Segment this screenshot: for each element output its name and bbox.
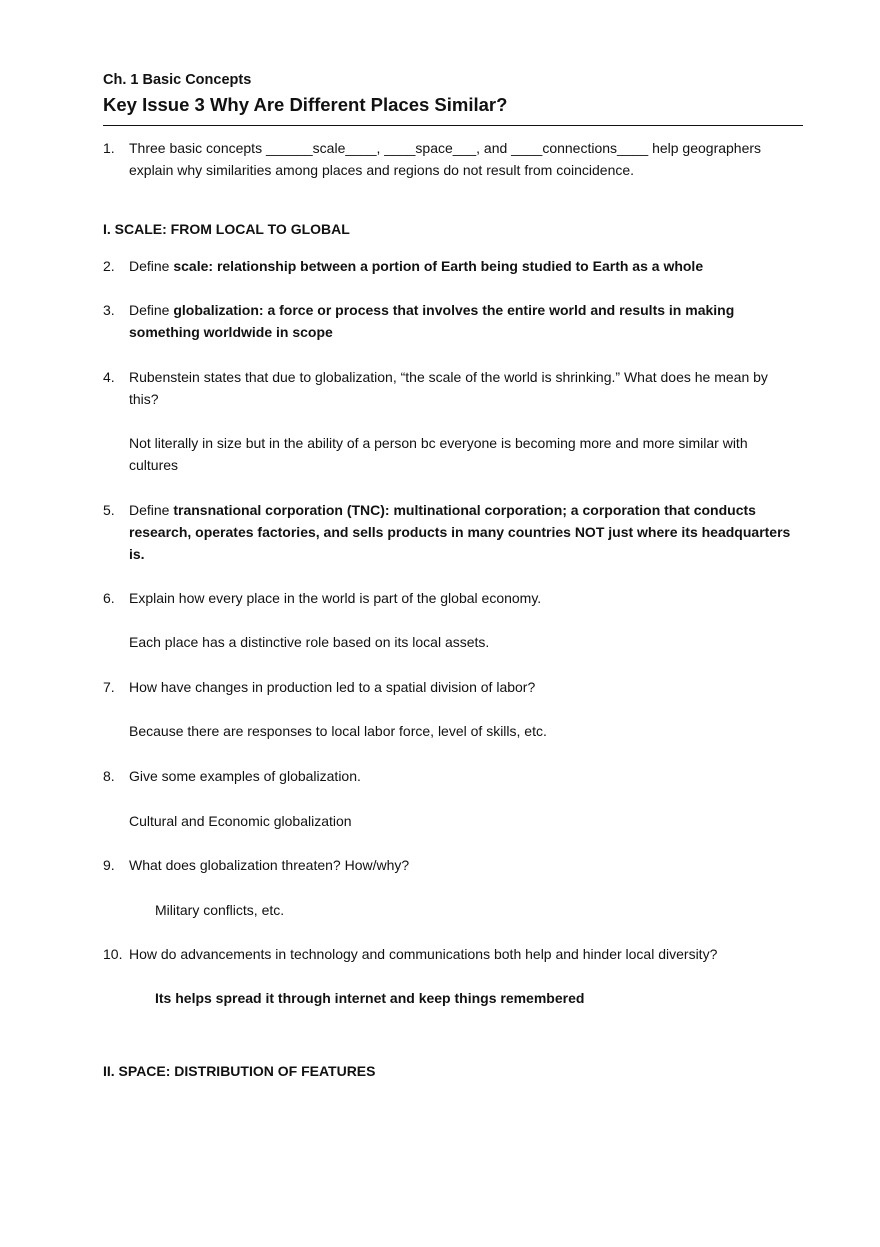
question-number: 3. xyxy=(103,302,115,318)
definition-answer: transnational corporation (TNC): multinational corporation; a corporation that conducts research, operates factories, and sells products in many countries NOT just where its headquarters is. xyxy=(129,502,791,562)
question-text: How do advancements in technology and communications both help and hinder local diversity? xyxy=(129,946,718,962)
section-heading-space: II. SPACE: DISTRIBUTION OF FEATURES xyxy=(103,1063,376,1079)
question-7 xyxy=(103,676,793,698)
answer-8: Cultural and Economic globalization xyxy=(129,813,352,829)
question-text xyxy=(129,499,793,565)
chapter-heading: Ch. 1 Basic Concepts xyxy=(103,72,252,88)
question-8 xyxy=(103,765,793,787)
question-3 xyxy=(103,299,793,343)
question-number: 10. xyxy=(103,946,123,962)
question-9 xyxy=(103,854,793,876)
definition-answer: globalization: a force or process that involves the entire world and results in making something worldwide in scope xyxy=(129,302,735,340)
answer-4: Not literally in size but in the ability of a person bc everyone is becoming more and more similar with cultures xyxy=(129,435,748,473)
question-10 xyxy=(103,943,793,965)
question-number: 1. xyxy=(103,140,115,156)
question-number: 8. xyxy=(103,768,115,784)
question-text: Three basic concepts ______scale____, ____space___, and ____connections____ help geographers explain why similarities among places and regions do not result from coincidence. xyxy=(129,140,762,178)
question-text: What does globalization threaten? How/why? xyxy=(129,857,410,873)
question-6 xyxy=(103,587,793,609)
question-4 xyxy=(103,366,793,410)
question-text: How have changes in production led to a spatial division of labor? xyxy=(129,679,536,695)
question-text xyxy=(129,255,793,277)
question-5 xyxy=(103,499,793,565)
question-2 xyxy=(103,255,793,277)
page-title: Key Issue 3 Why Are Different Places Similar? xyxy=(103,94,508,115)
answer-6: Each place has a distinctive role based on its local assets. xyxy=(129,634,490,650)
question-number: 6. xyxy=(103,590,115,606)
question-prefix: Define xyxy=(129,502,174,518)
question-text: Give some examples of globalization. xyxy=(129,768,361,784)
section-heading-scale: I. SCALE: FROM LOCAL TO GLOBAL xyxy=(103,221,350,237)
answer-7: Because there are responses to local labor force, level of skills, etc. xyxy=(129,723,547,739)
question-prefix: Define xyxy=(129,258,174,274)
question-number: 2. xyxy=(103,258,115,274)
question-number: 9. xyxy=(103,857,115,873)
title-divider xyxy=(103,125,803,126)
question-text xyxy=(129,299,793,343)
question-prefix: Define xyxy=(129,302,174,318)
question-number: 4. xyxy=(103,369,115,385)
question-number: 7. xyxy=(103,679,115,695)
question-1 xyxy=(103,137,793,181)
definition-answer: scale: relationship between a portion of Earth being studied to Earth as a whole xyxy=(173,258,704,274)
answer-9: Military conflicts, etc. xyxy=(155,902,285,918)
question-text: Rubenstein states that due to globalization, “the scale of the world is shrinking.” What does he mean by this? xyxy=(129,369,768,407)
answer-10: Its helps spread it through internet and keep things remembered xyxy=(155,990,585,1006)
question-number: 5. xyxy=(103,502,115,518)
question-text: Explain how every place in the world is part of the global economy. xyxy=(129,590,542,606)
